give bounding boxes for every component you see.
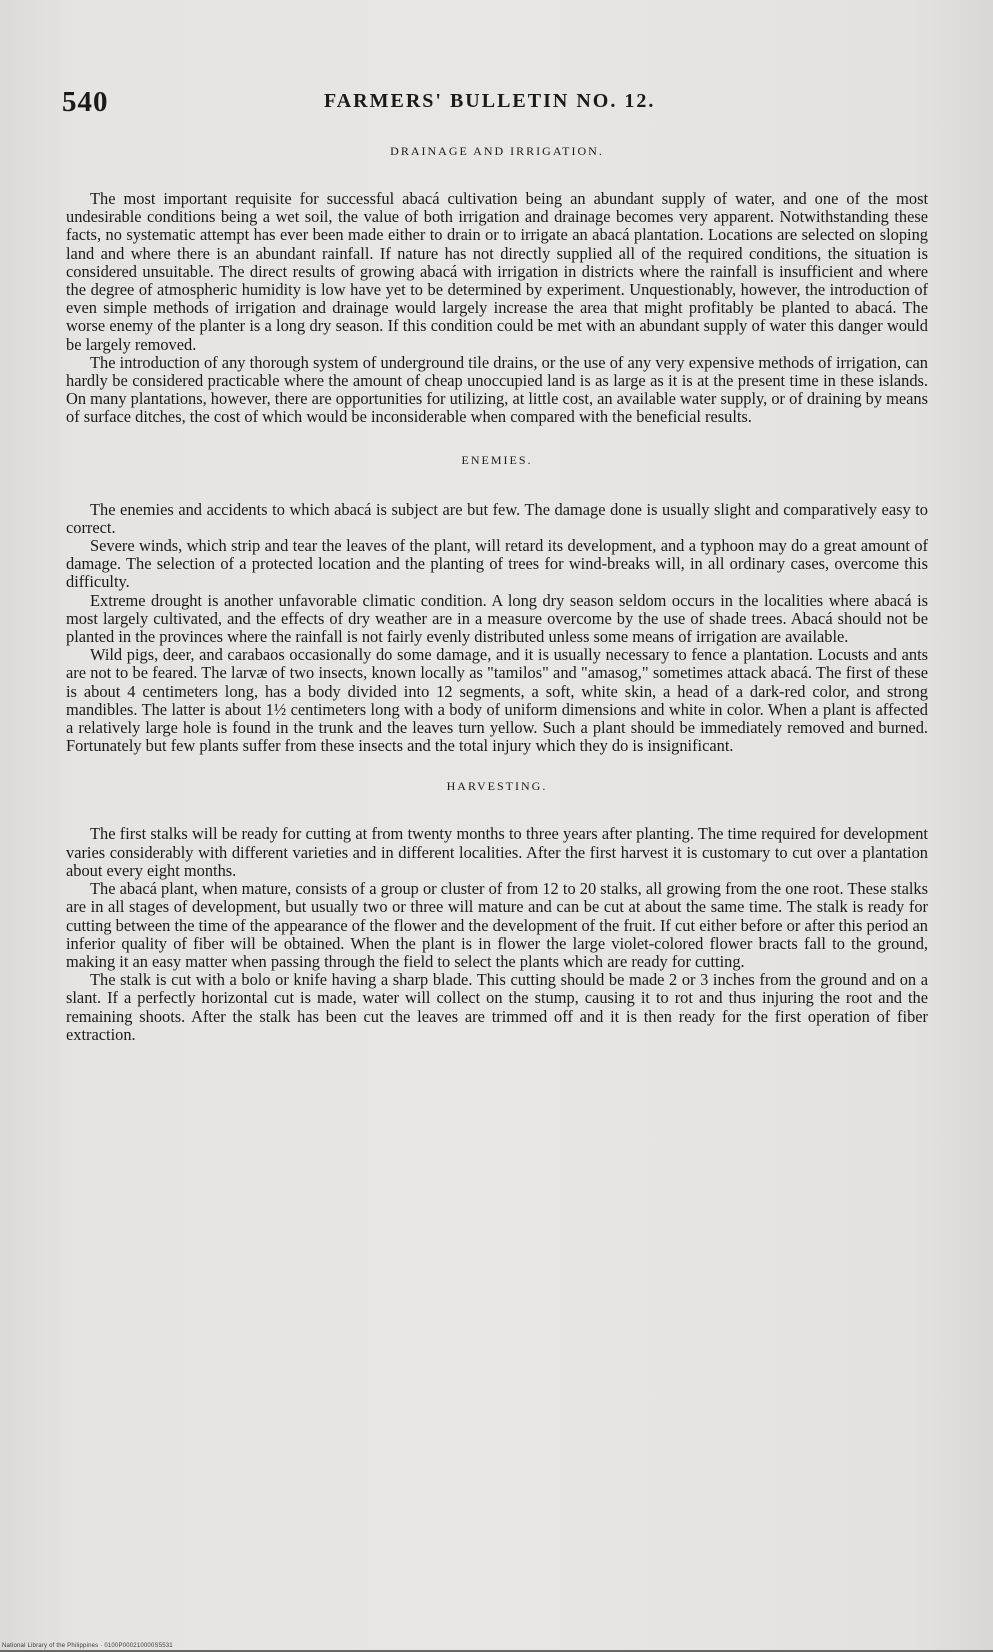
paragraph: Extreme drought is another unfavorable climatic condition. A long dry season seldom occurs in the localities where abacá is most largely cultivated, and the effects of dry weather are in a measure overcome by the use of shade trees. Abacá should not be planted in the provinces where the rainfall is not fairly evenly distributed unless some means of irrigation are available. [66,590,928,647]
paragraph: The enemies and accidents to which abacá is subject are but few. The damage done is usually slight and comparatively easy to correct. [66,499,928,537]
paragraph: The stalk is cut with a bolo or knife having a sharp blade. This cutting should be made 2 or 3 inches from the ground and on a slant. If a perfectly horizontal cut is made, water will collect on the stump, causing it to rot and thus injuring the root and the remaining shoots. After the stalk has been cut the leaves are trimmed off and it is then ready for the first operation of fiber extraction. [66,970,928,1044]
paragraph: The first stalks will be ready for cutting at from twenty months to three years after planting. The time required for development varies considerably with different varieties and in different localities. After the first harvest it is customary to cut over a plantation about every eight months. [66,824,928,880]
paragraph: The abacá plant, when mature, consists of a group or cluster of from 12 to 20 stalks, all growing from the one root. These stalks are in all stages of development, but usually two or three will mature and can be cut at about the same time. The stalk is ready for cutting between the time of the appearance of the flower and the development of the fruit. If cut either before or after this period an inferior quality of fiber will be obtained. When the plant is in flower the large violet-colored flower bracts fall to the ground, making it an easy matter when passing through the field to select the plants which are ready for cutting. [66,879,928,971]
paragraph: The most important requisite for successful abacá cultivation being an abundant supply of water, and one of the most undesirable conditions being a wet soil, the value of both irrigation and drainage becomes very apparent. Notwithstanding these facts, no systematic attempt has ever been made either to drain or to irrigate an abacá plantation. Locations are selected on sloping land and where there is an abundant rainfall. If nature has not directly supplied all of the required conditions, the situation is considered unsuitable. The direct results of growing abacá with irrigation in districts where the rainfall is insufficient and where the degree of atmospheric humidity is low have yet to be determined by experiment. Unquestionably, however, the introduction of even simple methods of irrigation and drainage would largely increase the area that might profitably be planted to abacá. The worse enemy of the planter is a long dry season. If this condition could be met with an abundant supply of water this danger would be largely removed. [66,189,928,354]
paragraph: Severe winds, which strip and tear the leaves of the plant, will retard its development, and a typhoon may do a great amount of damage. The selection of a protected location and the planting of trees for wind-breaks will, in all ordinary cases, overcome this difficulty. [66,536,928,592]
section-heading-enemies: ENEMIES. [461,452,533,467]
section-heading-drainage: DRAINAGE AND IRRIGATION. [390,144,604,158]
paragraph: Wild pigs, deer, and carabaos occasionally do some damage, and it is usually necessary to fence a plantation. Locusts and ants are not to be feared. The larvæ of two insects, known locally as "tamilos" and "amasog," sometimes attack abacá. The first of these is about 4 centimeters long, has a body divided into 12 segments, a soft, white skin, a head of a dark-red color, and strong mandibles. The latter is about 1½ centimeters long with a body of uniform dimensions and white in color. When a plant is affected a relatively large hole is found in the trunk and the leaves turn yellow. Such a plant should be immediately removed and burned. Fortunately but few plants suffer from these insects and the total injury which they do is insignificant. [66,645,928,756]
section-heading-harvesting: HARVESTING. [446,779,548,794]
scan-footer-note: National Library of the Philippines · 0100P000210000S5531 [2,1643,173,1649]
paragraph: The introduction of any thorough system of underground tile drains, or the use of any very expensive methods of irrigation, can hardly be considered practicable where the amount of cheap unoccupied land is as large as it is at the present time in these islands. On many plantations, however, there are opportunities for utilizing, at little cost, an available water supply, or of draining by means of surface ditches, the cost of which would be inconsiderable when compared with the beneficial results. [66,352,928,427]
page-content [66,142,928,1044]
running-title: FARMERS' BULLETIN NO. 12. [324,90,656,112]
page-header [62,86,932,126]
page-number: 540 [62,86,109,118]
